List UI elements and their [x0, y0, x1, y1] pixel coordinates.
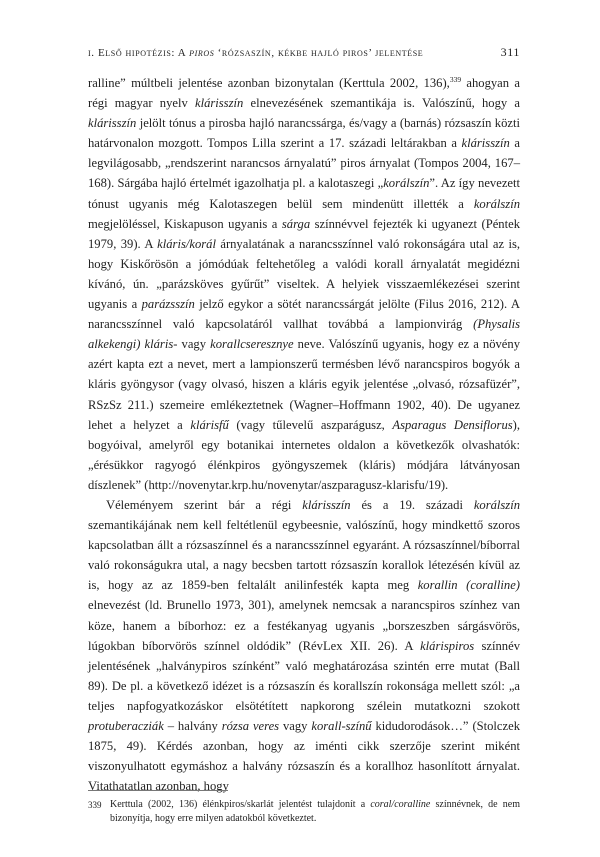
italic-run: (Physalis alkekengi) kláris-: [88, 317, 520, 352]
text-run: ), bogyóival, amelyről egy botanikai internetes oldalon a következők olvashatók: „érésükkor ragyogó élénkpiros gyöngyszemek (kláris) módjára látványosan díszlenek” (http://novenytar.krp.hu/novenytar/aszparagusz-klarisfu/19).: [88, 417, 520, 492]
italic-run: klárisszín: [461, 136, 510, 151]
italic-run: kláris/korál: [157, 236, 216, 251]
running-head-title-part2: ‘rózsaszín, kékbe hajló piros’ jelentése: [214, 47, 424, 59]
italic-run: korall-színű: [311, 719, 372, 733]
italic-run: korálszín: [383, 176, 430, 191]
italic-run: korallin (coralline): [417, 578, 520, 593]
running-head-title: [88, 47, 423, 59]
footnote-number: 339: [88, 800, 102, 810]
paragraph-1: [88, 73, 520, 495]
text-run: ralline” múltbeli jelentése azonban bizonytalan (Kerttula 2002, 136),: [88, 76, 450, 90]
text-run: elnevezésének szemantikája is. Valószínű, hogy a: [243, 96, 520, 111]
text-run: (vagy tűlevelű aszparágusz,: [228, 417, 393, 432]
text-run: színnévnek, de nem bizonyítja, hogy erre milyen adatokból következtet.: [110, 799, 520, 824]
text-run: Véleményem szerint bár a régi: [106, 497, 303, 512]
italic-run: korálszín: [473, 196, 520, 211]
italic-run: parázsszín: [141, 297, 195, 312]
text-run: jelölt tónus a pirosba hajló narancssárga, és/vagy a (barnás) rózsaszín közti határvonalon mozgott. Tompos Lilla szerint a 17. századi leltárakban a: [88, 116, 520, 151]
footnote-text: [110, 798, 520, 826]
italic-run: klárisszín: [195, 96, 244, 111]
footnote-separator: [88, 790, 228, 791]
text-run: megjelöléssel, Kiskapuson ugyanis a: [88, 216, 282, 231]
body-text: [88, 73, 520, 796]
italic-run: Asparagus Densiflorus: [392, 417, 513, 432]
text-run: elnevezést (ld. Brunello 1973, 301), amelynek nemcsak a narancspiros színhez van köze, hanem a bíborhoz: ez a festékanyag ugyanis „borszeszben sárgásvörös, lúgokban bíborvörös színnel oldódik” (RévLex XII. 26). A: [88, 598, 520, 653]
italic-run: klárisszín: [88, 116, 137, 131]
text-run: vagy: [177, 337, 211, 352]
italic-run: klárispiros: [420, 638, 475, 653]
italic-run: coral/coralline: [370, 799, 431, 810]
text-run: ”. Az így nevezett tónust ugyanis még Kalotaszegen belül sem mindenütt illették a: [88, 176, 520, 211]
text-run: árnyalatának a narancsszínnel való rokonságára utal az is, hogy Kiskőrösön a jómódúak feltehetőleg a valódi korall árnyalatát megidézni kívánó, ún. „parázsköves gyűrűt” viseltek. A helyiek visszaemlékezései szerint ugyanis a: [88, 236, 521, 312]
text-run: szemantikájának nem kell feltétlenül egybeesnie, valószínű, hogy mindkettő szoros kapcsolatban állt a rózsaszínnel és a narancsszínnel egyaránt. A rózsaszínnel/bíborral való rokonságukra utal, a nagy becsben tartott rózsaszín korallok létezésén kívül az is, hogy az az 1859-ben feltalált anilinfesték kapta meg: [88, 518, 520, 593]
text-run: neve. Valószínű ugyanis, hogy ez a növény azért kapta ezt a nevet, mert a lampionszerű termésben lévő narancspiros bogyók a kláris gyöngysor (vagy olvasó, hiszen a kláris egyik jelentése „olvasó, rózsafüzér”, RSzSz 211.) szemeire emlékeztetnek (Wagner–Hoffmann 1902, 40). De ugyanez lehet a helyzet a: [88, 337, 520, 432]
text-run: – halvány: [163, 719, 222, 733]
running-head-title-italic: piros: [189, 47, 215, 59]
text-run: jelző egykor a sötét narancssárgát jelölte (Filus 2016, 212). A narancsszínnel való kapcsolatáról vallhat továbbá a lampionvirág: [88, 297, 520, 332]
italic-run: klárisszín: [302, 497, 351, 512]
italic-run: korálszín: [473, 497, 520, 512]
text-run: kidudorodások…” (Stolczek 1875, 49). Kérdés azonban, hogy az iménti cikk szerzője szerint miként viszonyulhatott egymáshoz a halvány rózsaszín és a korallhoz hasonlított árnyalat. Vitathatatlan azonban, hogy: [88, 719, 520, 794]
text-run: és a 19. századi: [350, 497, 474, 512]
page-number: 311: [500, 45, 520, 59]
text-run: színnév jelentésének „halványpiros színként” való meghatározása szintén erre mutat (Ball 89). De pl. a következő idézet is a rózsaszín és korallszín rokonsága mellett szól: „a teljes napfogyatkozáskor elsötétített napkorong szélein mutatkozni szokott: [88, 638, 520, 713]
italic-run: klárisfű: [190, 417, 229, 432]
italic-run: protuberacziák: [88, 719, 164, 733]
paragraph-2: [88, 495, 520, 796]
text-run: a legvilágosabb, „rendszerint narancsos árnyalatú” piros árnyalat (Tompos 2004, 167–168). Sárgába hajló értelmét igazolhatja pl. a kalotaszegi „: [88, 136, 520, 191]
italic-run: korallcseresznye: [210, 337, 294, 352]
footnote-reference: 339: [449, 74, 462, 84]
text-run: vagy: [279, 719, 312, 733]
running-head-title-part1: i. Első hipotézis: A: [88, 47, 190, 59]
text-run: színnévvel fejezték ki ugyanezt (Péntek 1979, 39). A: [88, 216, 520, 251]
footnote: [88, 798, 520, 826]
italic-run: sárga: [281, 216, 311, 231]
text-run: Kerttula (2002, 136) élénkpiros/skarlát jelentést tulajdonít a: [110, 799, 371, 810]
running-head: [88, 45, 520, 60]
italic-run: rózsa veres: [221, 719, 280, 733]
text-run: ahogyan a régi magyar nyelv: [88, 76, 520, 111]
